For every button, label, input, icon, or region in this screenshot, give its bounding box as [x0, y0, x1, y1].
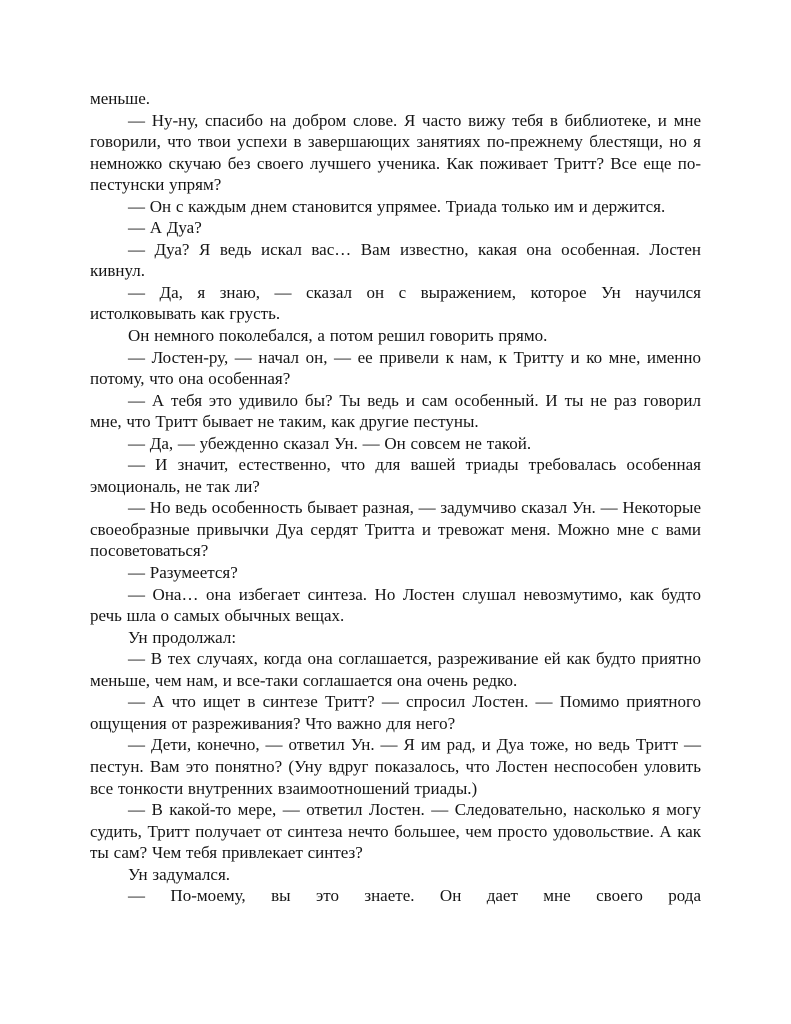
paragraph: — И значит, естественно, что для вашей триады требовалась особенная эмоциональ, не так ли?	[90, 455, 701, 496]
paragraph: — Ну-ну, спасибо на добром слове. Я часто вижу тебя в библиотеке, и мне говорили, что твои успехи в завершающих занятиях по-прежнему блестящи, но я немножко скучаю без своего лучшего ученика. Как поживает Тритт? Все еще по-пестунски упрям?	[90, 110, 701, 195]
paragraph: — Дуа? Я ведь искал вас… Вам известно, какая она особенная. Лостен кивнул.	[90, 239, 701, 281]
paragraph: — В какой-то мере, — ответил Лостен. — Следовательно, насколько я могу судить, Тритт получает от синтеза нечто большее, чем просто удовольствие. А как ты сам? Чем тебя привлекает синтез?	[90, 800, 701, 863]
paragraph: — Он с каждым днем становится упрямее. Триада только им и держится.	[128, 196, 666, 216]
paragraph: — Разумеется?	[128, 563, 238, 583]
paragraph: — А Дуа?	[128, 218, 202, 238]
paragraph: — Лостен-ру, — начал он, — ее привели к нам, к Тритту и ко мне, именно потому, что она особенная?	[90, 347, 701, 389]
paragraph: — Она… она избегает синтеза. Но Лостен слушал невозмутимо, как будто речь шла о самых обычных вещах.	[90, 584, 701, 626]
paragraph: — Но ведь особенность бывает разная, — задумчиво сказал Ун. — Некоторые своеобразные привычки Дуа сердят Тритта и тревожат меня. Можно мне с вами посоветоваться?	[90, 498, 701, 561]
paragraph: — Да, я знаю, — сказал он с выражением, которое Ун научился истолковывать как грусть.	[90, 282, 701, 324]
paragraph-incomplete: — По-моему, вы это знаете. Он дает мне своего рода	[128, 886, 701, 906]
paragraph: — Да, — убежденно сказал Ун. — Он совсем не такой.	[128, 433, 532, 453]
paragraph: — А тебя это удивило бы? Ты ведь и сам особенный. И ты не раз говорил мне, что Тритт бывает не таким, как другие пестуны.	[90, 390, 701, 432]
paragraph: — А что ищет в синтезе Тритт? — спросил Лостен. — Помимо приятного ощущения от разреживания? Что важно для него?	[90, 692, 701, 733]
paragraph: Ун продолжал:	[128, 627, 237, 647]
book-page	[90, 88, 701, 907]
paragraph-continuation: меньше.	[90, 89, 151, 108]
paragraph: — Дети, конечно, — ответил Ун. — Я им рад, и Дуа тоже, но ведь Тритт — пестун. Вам это понятно? (Уну вдруг показалось, что Лостен неспособен уловить все тонкости внутренних взаимоотношений триады.)	[90, 735, 701, 798]
paragraph: — В тех случаях, когда она соглашается, разреживание ей как будто приятно меньше, чем нам, и все-таки соглашается она очень редко.	[90, 649, 701, 690]
paragraph: Он немного поколебался, а потом решил говорить прямо.	[128, 326, 548, 346]
paragraph: Ун задумался.	[128, 864, 231, 884]
